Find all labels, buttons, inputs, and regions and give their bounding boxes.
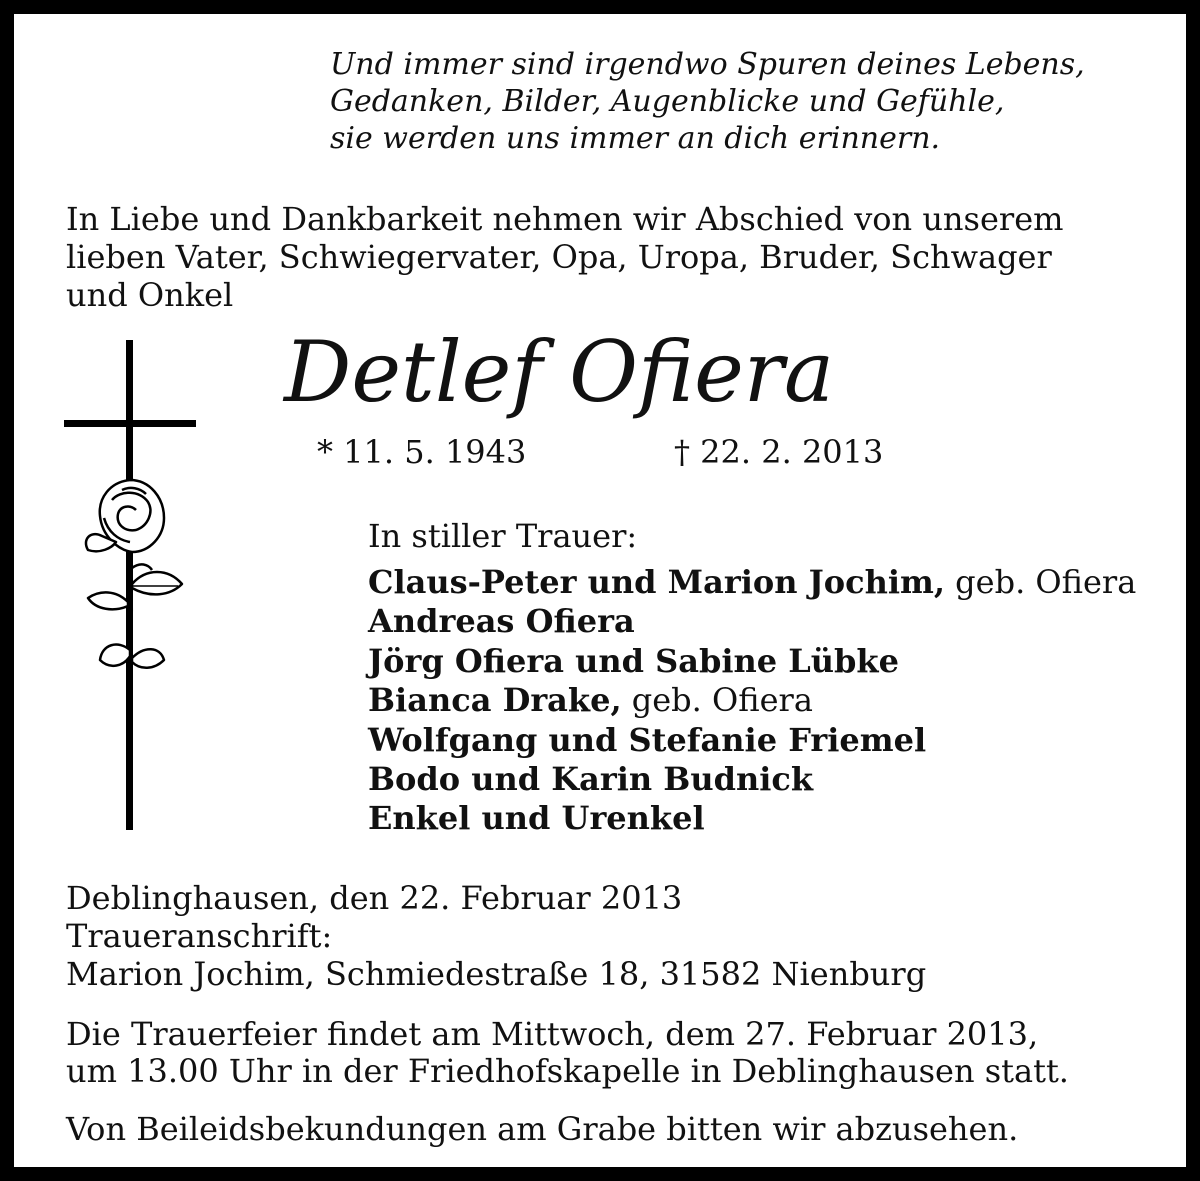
mourner-name: Bodo und Karin Budnick <box>368 759 814 798</box>
death-date: † 22. 2. 2013 <box>674 433 884 471</box>
mourner-name: Jörg Ofiera und Sabine Lübke <box>368 641 899 680</box>
birth-date: * 11. 5. 1943 <box>317 433 527 471</box>
mourner-name: Bianca Drake, <box>368 681 622 720</box>
mourner-entry <box>368 760 1136 799</box>
intro-line: und Onkel <box>66 276 234 314</box>
mourner-entry <box>368 721 1136 760</box>
cross-with-rose-icon <box>60 340 200 830</box>
place-and-address <box>66 879 926 993</box>
mourner-entry <box>368 563 1136 602</box>
poem-line: Und immer sind irgendwo Spuren deines Lebens, <box>330 47 1085 82</box>
poem-line: Gedanken, Bilder, Augenblicke und Gefühle, <box>330 84 1005 119</box>
condolence-note: Von Beileidsbekundungen am Grabe bitten wir abzusehen. <box>66 1110 1019 1148</box>
mourner-note: geb. Ofiera <box>631 681 813 720</box>
intro-line: lieben Vater, Schwiegervater, Opa, Uropa, Bruder, Schwager <box>66 238 1052 276</box>
ceremony-info <box>66 1016 1069 1090</box>
mourner-name: Claus-Peter und Marion Jochim, <box>368 563 945 601</box>
intro-text <box>66 200 1063 314</box>
mourner-name: Wolfgang und Stefanie Friemel <box>368 720 927 759</box>
mourners-list <box>368 563 1136 839</box>
ceremony-line: um 13.00 Uhr in der Friedhofskapelle in Deblinghausen statt. <box>66 1052 1069 1090</box>
mourner-entry <box>368 799 1136 838</box>
poem-verse <box>330 46 1085 157</box>
ceremony-line: Die Trauerfeier findet am Mittwoch, dem 27. Februar 2013, <box>66 1015 1039 1053</box>
mourner-entry <box>368 681 1136 720</box>
mourners-heading: In stiller Trauer: <box>368 517 638 555</box>
place-date: Deblinghausen, den 22. Februar 2013 <box>66 879 683 917</box>
address: Marion Jochim, Schmiedestraße 18, 31582 Nienburg <box>66 955 927 993</box>
mourner-name: Enkel und Urenkel <box>368 799 705 838</box>
rose-icon <box>86 480 182 720</box>
poem-line: sie werden uns immer an dich erinnern. <box>330 121 941 156</box>
intro-line: In Liebe und Dankbarkeit nehmen wir Abschied von unserem <box>66 200 1064 238</box>
mourner-note: geb. Ofiera <box>955 563 1137 601</box>
deceased-name: Detlef Ofiera <box>284 323 835 421</box>
mourner-entry <box>368 602 1136 641</box>
mourner-name: Andreas Ofiera <box>368 602 635 641</box>
address-label: Traueranschrift: <box>66 917 333 955</box>
mourner-entry <box>368 642 1136 681</box>
